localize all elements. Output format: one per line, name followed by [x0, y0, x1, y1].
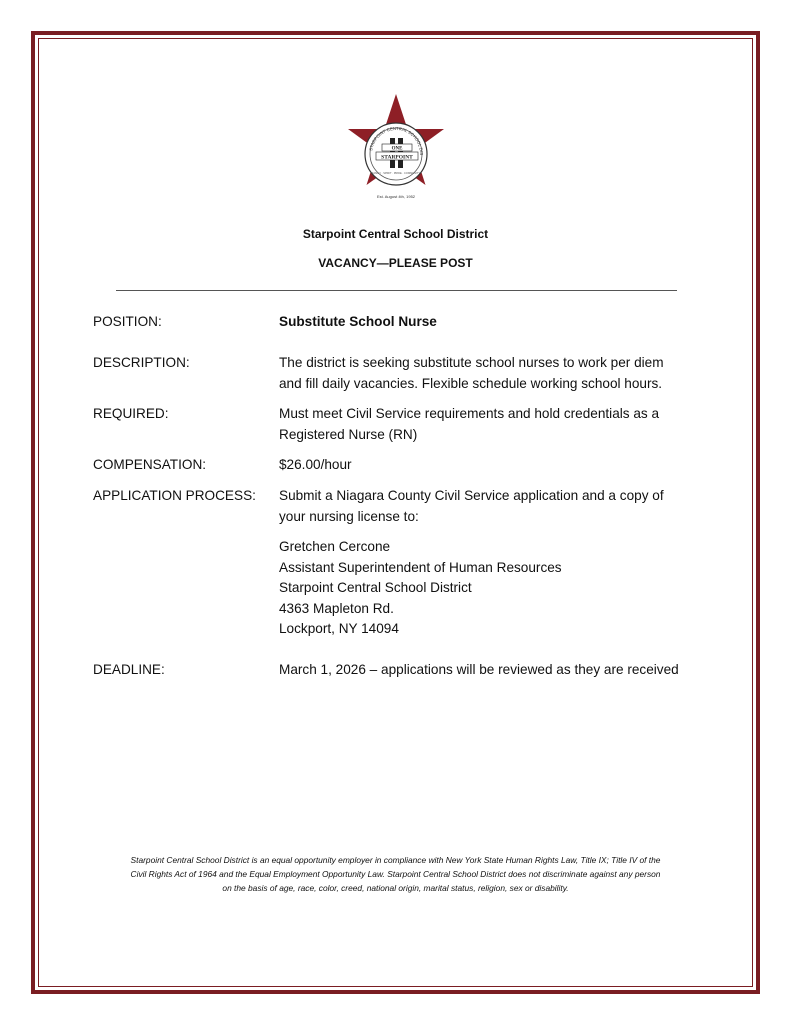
compensation-label: COMPENSATION:	[93, 457, 207, 472]
contact-street: 4363 Mapleton Rd.	[279, 600, 394, 616]
required-line: Must meet Civil Service requirements and hold credentials as a	[279, 406, 660, 421]
description-value	[279, 353, 664, 394]
application-label: APPLICATION PROCESS:	[93, 488, 256, 503]
required-line: Registered Nurse (RN)	[279, 426, 418, 442]
logo-lower-text: FAMILY · SPIRIT · PRIDE · COMMUNITY	[371, 172, 421, 175]
footer-line: Civil Rights Act of 1964 and the Equal Employment Opportunity Law. Starpoint Central School District does not discriminate against any person	[130, 869, 661, 879]
description-label: DESCRIPTION:	[93, 355, 190, 370]
eoe-statement	[80, 853, 711, 895]
position-label: POSITION:	[93, 314, 162, 329]
deadline-value: March 1, 2026 – applications will be reviewed as they are received	[279, 662, 679, 677]
deadline-label: DEADLINE:	[93, 662, 165, 677]
compensation-value: $26.00/hour	[279, 457, 352, 472]
position-value: Substitute School Nurse	[279, 314, 437, 329]
logo-ring-text: STARPOINT CENTRAL SCHOOL DIS	[368, 125, 425, 156]
vacancy-notice: VACANCY—PLEASE POST	[318, 256, 473, 270]
contact-city-state-zip: Lockport, NY 14094	[279, 621, 399, 636]
logo-banner-top: ONE	[391, 146, 403, 152]
logo-caption: Est. August 4th, 1952	[376, 194, 416, 199]
district-logo	[338, 92, 454, 204]
description-line: and fill daily vacancies. Flexible schedule working school hours.	[279, 375, 663, 391]
contact-title: Assistant Superintendent of Human Resources	[279, 559, 562, 575]
footer-line: on the basis of age, race, color, creed, national origin, marital status, religion, sex or disability.	[222, 883, 569, 893]
description-line: The district is seeking substitute school nurses to work per diem	[279, 355, 664, 370]
application-line: your nursing license to:	[279, 508, 419, 524]
application-value	[279, 486, 664, 527]
district-name: Starpoint Central School District	[302, 227, 489, 241]
logo-banner-bottom: STARPOINT	[381, 154, 413, 161]
application-line: Submit a Niagara County Civil Service application and a copy of	[279, 488, 664, 503]
contact-name: Gretchen Cercone	[279, 539, 391, 554]
required-value	[279, 404, 659, 445]
footer-line: Starpoint Central School District is an equal opportunity employer in compliance with New York State Human Rights Law, Title IX; Title IV of the	[130, 855, 661, 865]
contact-organization: Starpoint Central School District	[279, 580, 472, 595]
header-divider	[116, 290, 677, 291]
contact-address	[279, 537, 562, 640]
required-label: REQUIRED:	[93, 406, 169, 421]
